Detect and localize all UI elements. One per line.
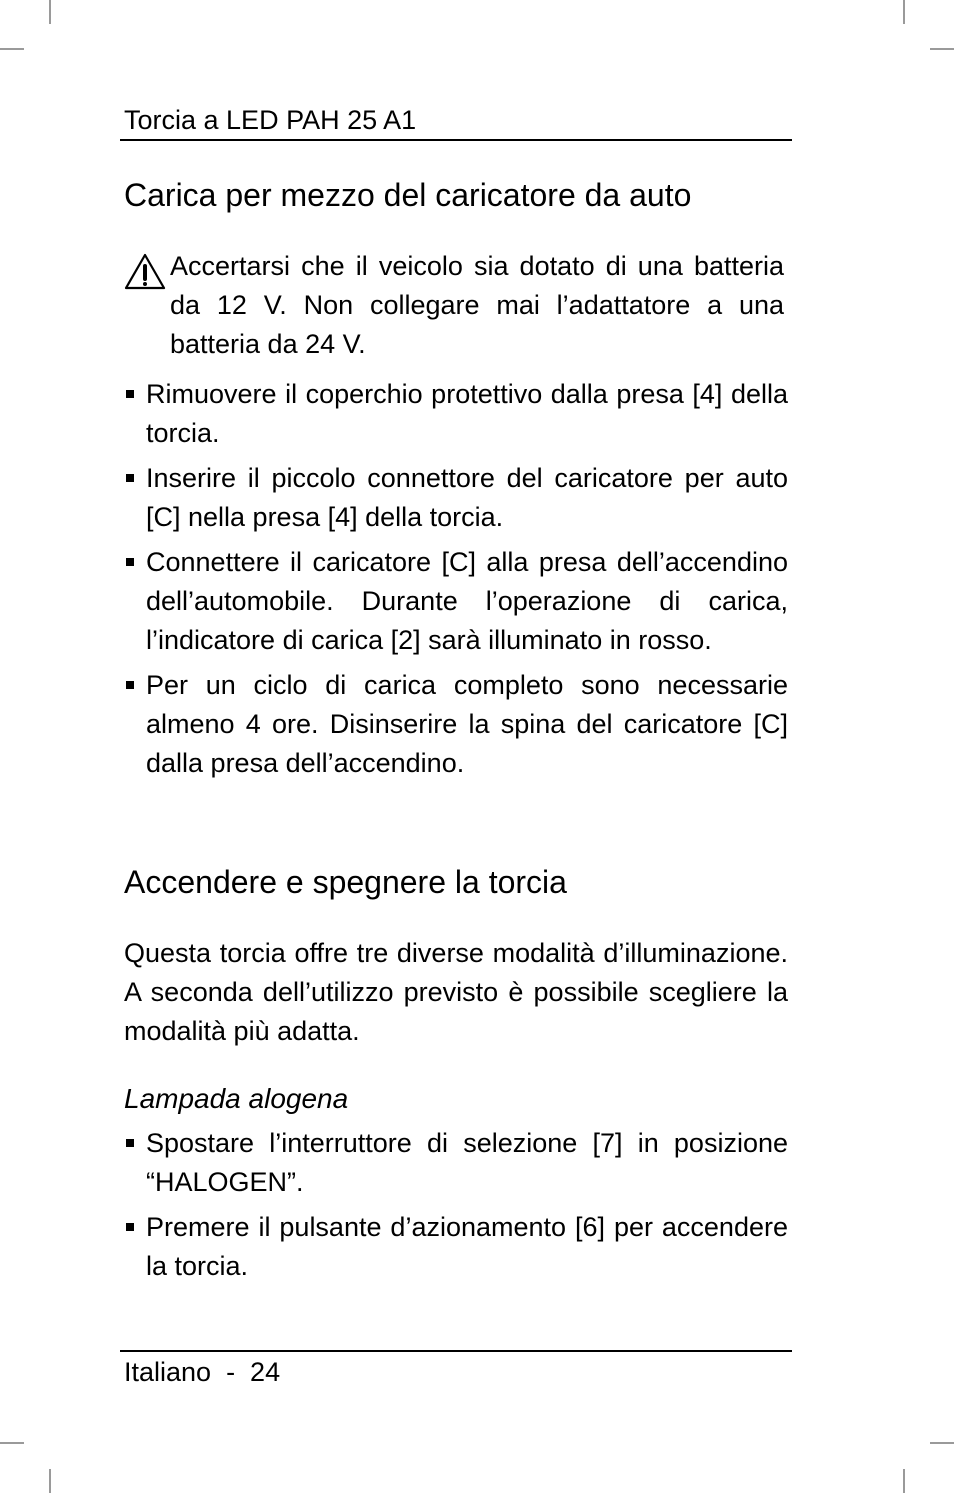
bullet-square-icon: [126, 1223, 134, 1231]
crop-mark: [49, 0, 51, 24]
bullet-square-icon: [126, 1139, 134, 1147]
crop-mark: [930, 48, 954, 50]
section-heading-charging: Carica per mezzo del caricatore da auto: [124, 177, 692, 213]
list-item: Rimuovere il coperchio protettivo dalla presa [4] della torcia.: [124, 375, 788, 453]
warning-triangle-icon: [124, 253, 166, 290]
list-item: Spostare l’interruttore di selezione [7] in posizione “HALOGEN”.: [124, 1124, 788, 1202]
crop-mark: [49, 1469, 51, 1493]
list-item: Per un ciclo di carica completo sono necessarie almeno 4 ore. Disinserire la spina del caricatore [C] dalla presa dell’accendino.: [124, 666, 788, 784]
bullet-square-icon: [126, 390, 134, 398]
bullet-square-icon: [126, 558, 134, 566]
bullet-square-icon: [126, 474, 134, 482]
warning-note: [124, 247, 784, 365]
list-item: Inserire il piccolo connettore del caricatore per auto [C] nella presa [4] della torcia.: [124, 459, 788, 537]
charging-steps: [124, 375, 788, 789]
crop-mark: [903, 0, 905, 24]
header-rule: [120, 139, 792, 141]
crop-mark: [0, 1442, 24, 1444]
running-header: Torcia a LED PAH 25 A1: [124, 105, 417, 135]
crop-mark: [930, 1442, 954, 1444]
subheading-halogen: Lampada alogena: [124, 1083, 349, 1114]
footer-rule: [120, 1350, 792, 1352]
intro-paragraph: Questa torcia offre tre diverse modalità d’illuminazione. A seconda dell’utilizzo previsto è possibile scegliere la modalità più adatta.: [124, 938, 788, 1047]
section-heading-switching: Accendere e spegnere la torcia: [124, 864, 567, 900]
bullet-square-icon: [126, 681, 134, 689]
crop-mark: [903, 1469, 905, 1493]
warning-text: Accertarsi che il veicolo sia dotato di una batteria da 12 V. Non collegare mai l’adattatore a una batteria da 24 V.: [170, 251, 784, 360]
list-item: Connettere il caricatore [C] alla presa dell’accendino dell’automobile. Durante l’operazione di carica, l’indicatore di carica [2] sarà illuminato in rosso.: [124, 543, 788, 661]
page-footer: Italiano - 24: [124, 1357, 281, 1387]
halogen-steps: [124, 1124, 788, 1292]
crop-mark: [0, 48, 24, 50]
list-item: Premere il pulsante d’azionamento [6] per accendere la torcia.: [124, 1208, 788, 1286]
